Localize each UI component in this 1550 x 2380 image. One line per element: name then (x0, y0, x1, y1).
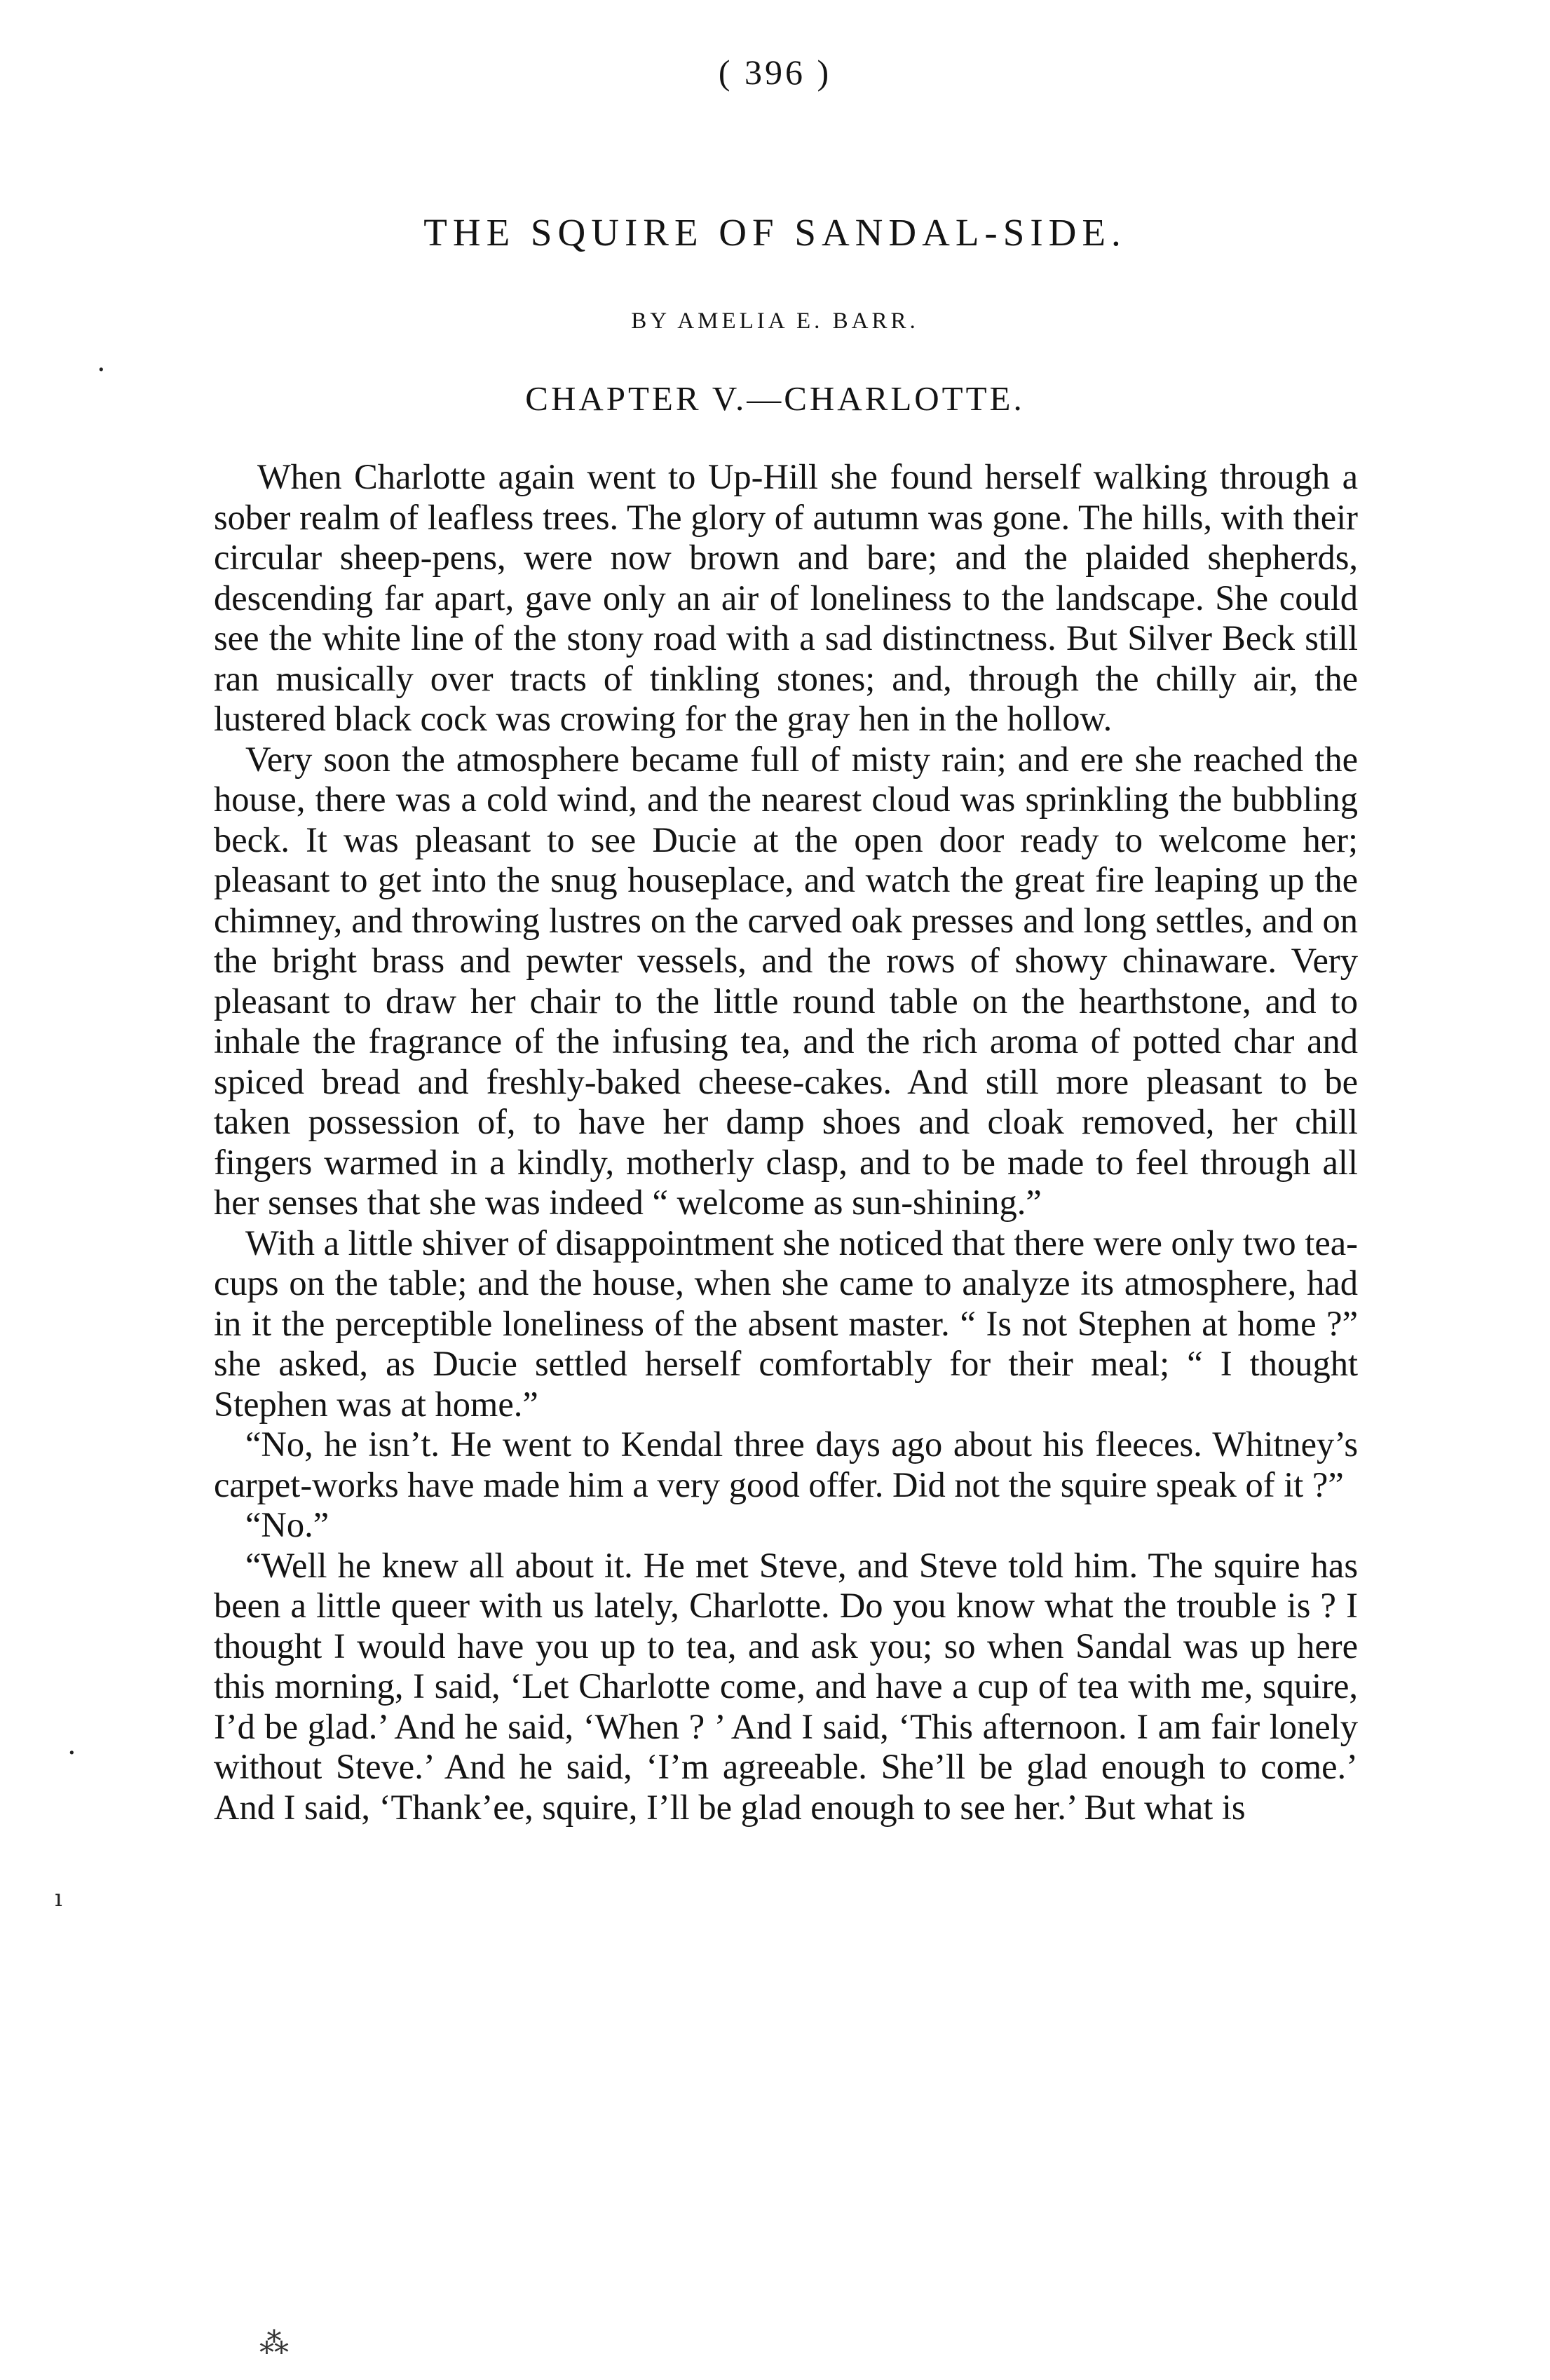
margin-mark: · (97, 354, 106, 386)
chapter-heading: CHAPTER V.—CHARLOTTE. (525, 379, 1025, 418)
page-number: ( 396 ) (718, 53, 832, 92)
paragraph: When Charlotte again went to Up-Hill she found herself walking through a sober realm of leafless trees. The glory of autumn was gone. The hills, with their circular sheep-pens, were now brown and bare; and the plaided shepherds, descending far apart, gave only an air of loneliness to the landscape. She could see the white line of the stony road with a sad distinctness. But Silver Beck still ran musically over tracts of tinkling stones; and, through the chilly air, the lustered black cock was crowing for the gray hen in the hollow. (214, 457, 1358, 738)
margin-mark: · (67, 1737, 76, 1769)
story-title: THE SQUIRE OF SANDAL-SIDE. (423, 211, 1127, 254)
paragraph: “No, he isn’t. He went to Kendal three days ago about his fleeces. Whitney’s carpet-works have made him a very good offer. Did not the squire speak of it ?” (214, 1424, 1358, 1504)
paragraph: With a little shiver of disappointment she noticed that there were only two tea-cups on the table; and the house, when she came to analyze its atmosphere, had in it the perceptible loneliness of the absent master. “ Is not Stephen at home ?” she asked, as Ducie settled herself comfortably for their meal; “ I thought Stephen was at home.” (214, 1223, 1358, 1424)
paragraph: “No.” (245, 1505, 329, 1544)
ornament-icon: ⁂ (259, 2328, 289, 2360)
paragraph: “Well he knew all about it. He met Steve, and Steve told him. The squire has been a little queer with us lately, Charlotte. Do you know what the trouble is ? I thought I would have you up to tea, and ask you; so when Sandal was up here this morning, I said, ‘Let Charlotte come, and have a cup of tea with me, squire, I’d be glad.’ And he said, ‘When ? ’ And I said, ‘This afternoon. I am fair lonely without Steve.’ And he said, ‘I’m agreeable. She’ll be glad enough to come.’ And I said, ‘Thank’ee, squire, I’ll be glad enough to see her.’ But what is (214, 1545, 1358, 1827)
margin-mark: ı (55, 1884, 62, 1912)
story-body (214, 457, 1358, 1828)
paragraph: Very soon the atmosphere became full of misty rain; and ere she reached the house, there was a cold wind, and the nearest cloud was sprinkling the bubbling beck. It was pleasant to see Ducie at the open door ready to welcome her; pleasant to get into the snug houseplace, and watch the great fire leaping up the chimney, and throwing lustres on the carved oak presses and long settles, and on the bright brass and pewter vessels, and the rows of showy chinaware. Very pleasant to draw her chair to the little round table on the hearthstone, and to inhale the fragrance of the infusing tea, and the rich aroma of potted char and spiced bread and freshly-baked cheese-cakes. And still more pleasant to be taken possession of, to have her damp shoes and cloak removed, her chill fingers warmed in a kindly, motherly clasp, and to be made to feel through all her senses that she was indeed “ welcome as sun-shining.” (214, 739, 1358, 1222)
author-byline: BY AMELIA E. BARR. (631, 308, 919, 334)
